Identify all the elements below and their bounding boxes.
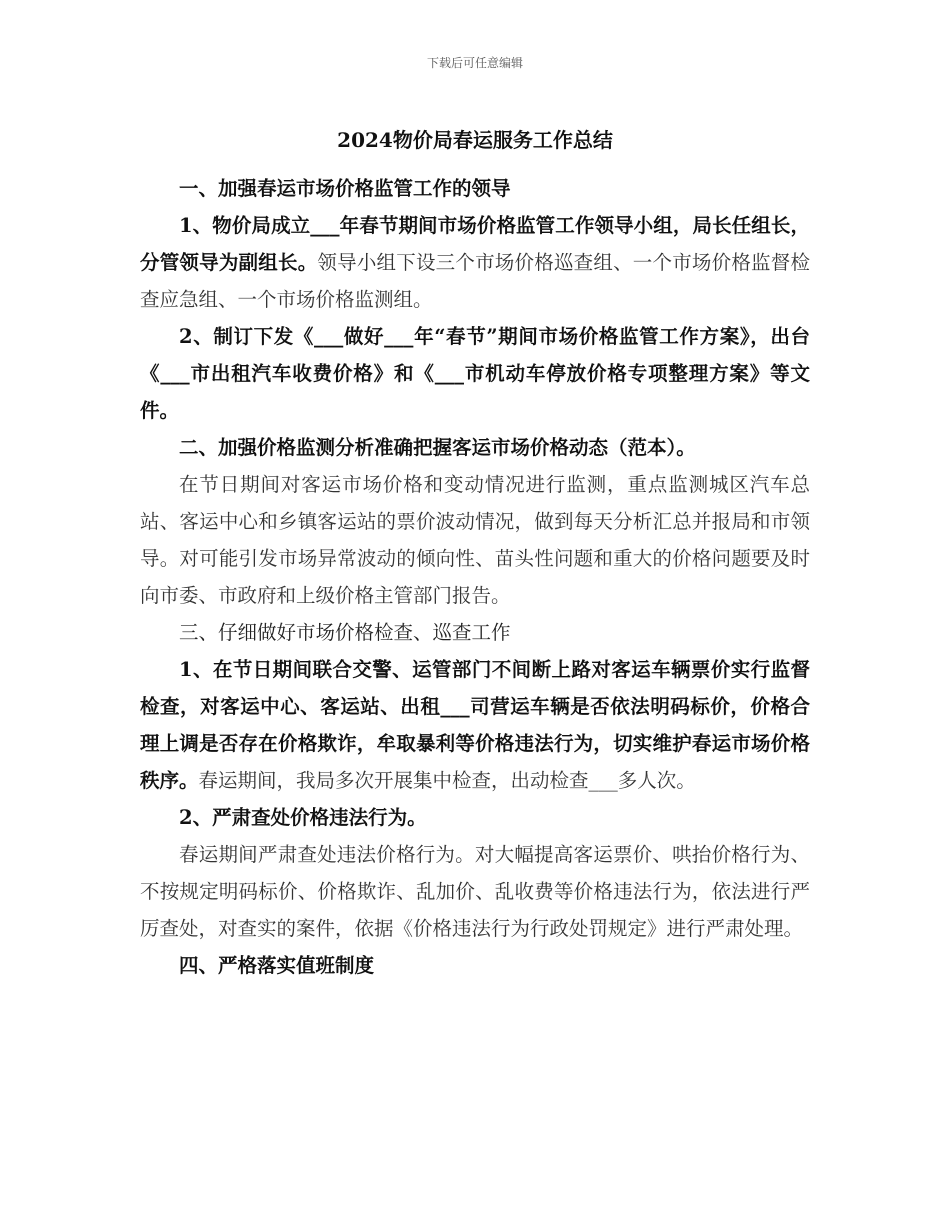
section-4-heading: 四、严格落实值班制度 xyxy=(179,954,375,977)
section-3-paragraph-1-bold: 1、在节日期间联合交警、运管部门不间断上路对客运车辆票价实行监督检查，对客运中心、客运站、出租___司营运车辆是否依法明码标价，价格合理上调是否存在价格欺诈，牟取暴利等价格违法行为，切实维护春运市场价格秩序。 xyxy=(140,658,810,792)
section-1-paragraph-1 xyxy=(140,207,810,318)
section-1-paragraph-1-normal: 领导小组下设三个市场价格巡查组、一个市场价格监督检查应急组、一个市场价格监测组。 xyxy=(140,251,810,311)
section-3-paragraph-2: 春运期间严肃查处违法价格行为。对大幅提高客运票价、哄抬价格行为、不按规定明码标价、价格欺诈、乱加价、乱收费等价格违法行为，依法进行严厉查处，对查实的案件，依据《价格违法行为行政处罚规定》进行严肃处理。 xyxy=(140,843,810,940)
section-1-paragraph-1-bold: 1、物价局成立___年春节期间市场价格监管工作领导小组，局长任组长，分管领导为副组长。 xyxy=(140,214,810,274)
section-3-paragraph-1 xyxy=(140,651,810,799)
section-3-subheading-2: 2、严肃查处价格违法行为。 xyxy=(179,806,427,829)
section-3-heading: 三、仔细做好市场价格检查、巡查工作 xyxy=(179,621,511,644)
page-header-note: 下载后可任意编辑 xyxy=(426,56,523,70)
section-3-paragraph-1-normal: 春运期间，我局多次开展集中检查，出动检查___多人次。 xyxy=(198,769,696,792)
section-2-heading: 二、加强价格监测分析准确把握客运市场价格动态（范本）。 xyxy=(179,436,696,459)
document-body xyxy=(140,170,810,984)
section-1-heading: 一、加强春运市场价格监管工作的领导 xyxy=(179,177,511,200)
section-2-paragraph-1: 在节日期间对客运市场价格和变动情况进行监测，重点监测城区汽车总站、客运中心和乡镇客运站的票价波动情况，做到每天分析汇总并报局和市领导。对可能引发市场异常波动的倾向性、苗头性问题和重大的价格问题要及时向市委、市政府和上级价格主管部门报告。 xyxy=(140,473,810,607)
document-title: 2024物价局春运服务工作总结 xyxy=(337,128,613,152)
section-1-paragraph-2: 2、制订下发《___做好___年“春节”期间市场价格监管工作方案》，出台《___市出租汽车收费价格》和《___市机动车停放价格专项整理方案》等文件。 xyxy=(140,325,810,422)
